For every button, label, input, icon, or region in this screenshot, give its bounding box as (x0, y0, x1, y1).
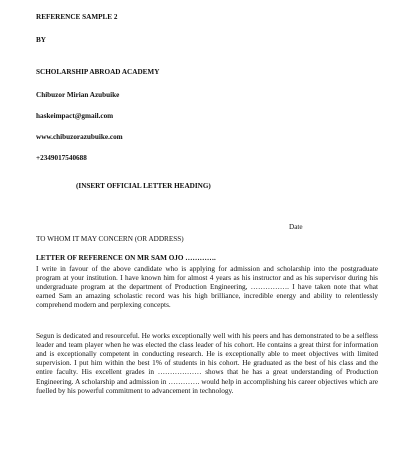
letter-heading-placeholder: (INSERT OFFICIAL LETTER HEADING) (76, 182, 211, 190)
author-email: haskeimpact@gmail.com (36, 112, 114, 120)
author-phone: +2349017540688 (36, 154, 87, 162)
paragraph-2: Segun is dedicated and resourceful. He works exceptionally well with his peers and has demonstrated to be a selfless leader and team player when he was elected the class leader of his cohort. He contains a great thirst for information and is exceptionally competent in conducting research. He is exceptionally able to meet objectives with limited supervision. I put him within the best 1% of students in his cohort. He graduated as the best of his class and the entire faculty. His excellent grades in ……………… shows that he has a great understanding of Production Engineering. A scholarship and admission in …………. would help in accomplishing his career objectives which are fuelled by his powerful commitment to advancement in technology. (36, 331, 378, 395)
salutation: TO WHOM IT MAY CONCERN (OR ADDRESS) (36, 235, 184, 243)
by-label: BY (36, 36, 46, 44)
document-title: REFERENCE SAMPLE 2 (36, 13, 118, 21)
organization-name: SCHOLARSHIP ABROAD ACADEMY (36, 68, 160, 76)
paragraph-1: I write in favour of the above candidate who is applying for admission and scholarship into the postgraduate program at your institution. I have known him for almost 4 years as his instructor and as his supervisor during his undergraduate program at the department of Production Engineering, ……………. I have taken note that what earned Sam an amazing scholastic record was his high brilliance, incredible energy and ability to relentlessly comprehend modern and perplexing concepts. (36, 264, 378, 310)
author-name: Chibuzor Mirian Azubuike (36, 91, 120, 99)
letter-subject: LETTER OF REFERENCE ON MR SAM OJO …………. (36, 254, 216, 262)
author-website: www.chibuzorazubuike.com (36, 133, 123, 141)
date-label: Date (289, 223, 303, 231)
